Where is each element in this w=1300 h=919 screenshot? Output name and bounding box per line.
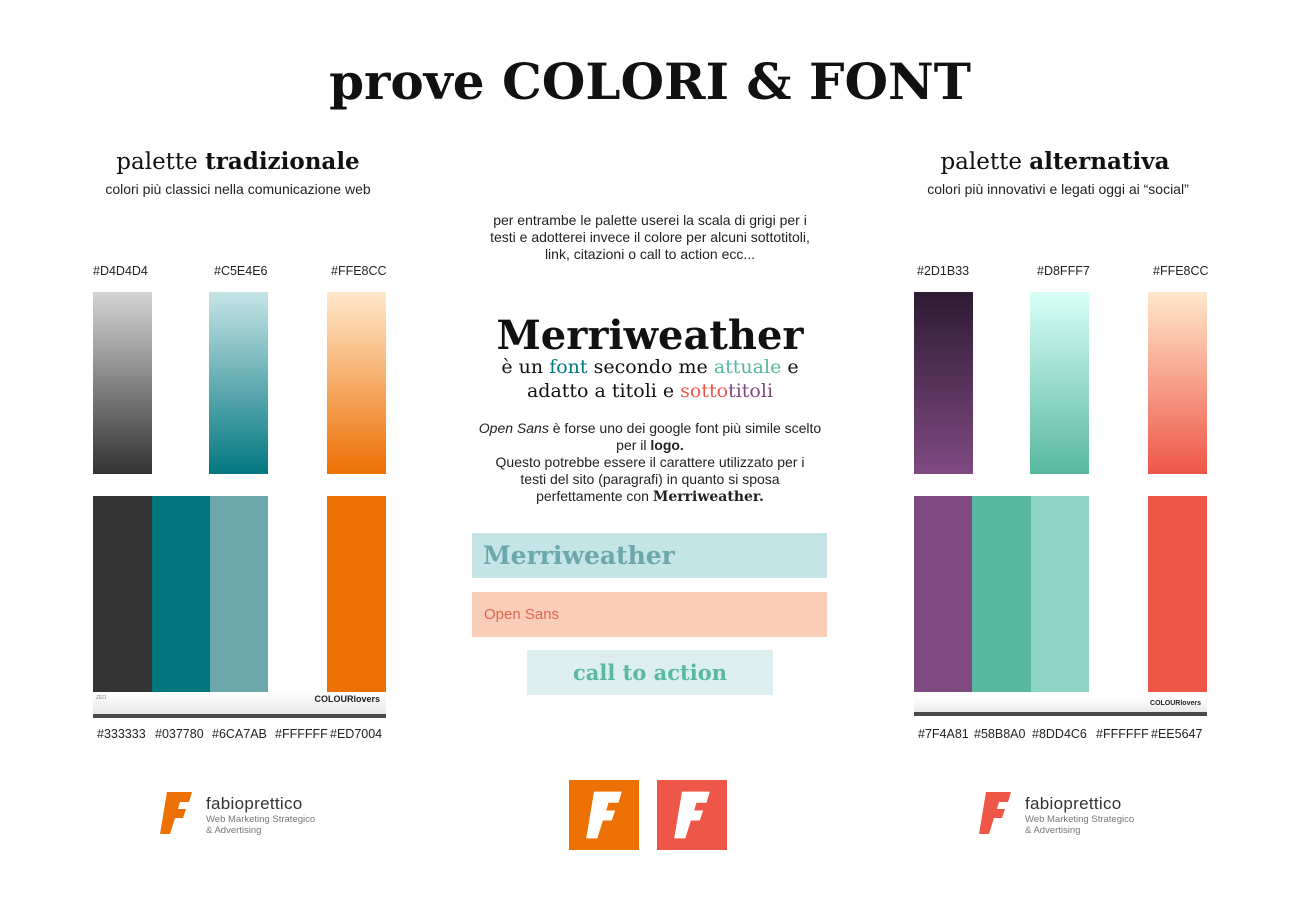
p-open-sans-italic: Open Sans <box>478 420 549 436</box>
m1-word-attuale: attuale <box>713 356 782 378</box>
open-sans-sample-box <box>472 592 827 637</box>
intro-line-3: link, citazioni o call to action ecc... <box>544 246 756 262</box>
left-gradient-code-1: #D4D4D4 <box>93 264 148 278</box>
right-swatch-code-1: #7F4A81 <box>918 727 969 741</box>
right-colourlovers-bar <box>914 699 1207 716</box>
left-gradient-code-2: #C5E4E6 <box>214 264 268 278</box>
p-line-2-a: per il <box>616 437 651 453</box>
left-heading-light: palette <box>116 149 206 175</box>
left-swatch-code-2: #037780 <box>155 727 204 741</box>
left-palette-strip <box>93 496 386 692</box>
brand-left-name: fabioprettico <box>206 794 303 813</box>
merriweather-sample-box <box>472 533 827 578</box>
p-line-1 <box>450 420 850 437</box>
right-swatch-4 <box>1089 496 1148 692</box>
call-to-action-button[interactable] <box>527 650 773 695</box>
logo-mark-icon <box>672 789 712 841</box>
left-swatch-code-4: #FFFFFF <box>275 727 328 741</box>
left-gradient-swatch-1 <box>93 292 152 474</box>
brand-right-tag-2: & Advertising <box>1025 825 1081 836</box>
m2-word-sotto: sotto <box>680 380 729 402</box>
open-sans-sample-text: Open Sans <box>484 606 560 623</box>
left-gradient-code-3: #FFE8CC <box>331 264 387 278</box>
brand-right-text <box>1025 794 1134 836</box>
brand-logo-left-icon <box>158 790 194 836</box>
m1-text-e: e <box>781 356 799 378</box>
left-swatch-5 <box>327 496 386 692</box>
merriweather-line-1 <box>400 355 900 380</box>
open-sans-paragraph <box>450 420 850 506</box>
p-line-3: Questo potrebbe essere il carattere utilizzato per i <box>495 454 805 470</box>
left-colourlovers-logo: COLOURlovers <box>314 694 380 704</box>
right-gradient-swatch-3 <box>1148 292 1207 474</box>
left-swatch-code-5: #ED7004 <box>330 727 383 741</box>
p-line-5-a: perfettamente con <box>536 488 653 504</box>
right-palette-subtitle: colori più innovativi e legati oggi ai “social” <box>927 181 1189 197</box>
right-gradient-swatch-1 <box>914 292 973 474</box>
merriweather-line-2 <box>400 379 900 404</box>
left-colourlovers-small: ZEO <box>96 695 107 701</box>
right-swatch-code-5: #EE5647 <box>1151 727 1203 741</box>
left-swatch-code-1: #333333 <box>97 727 146 741</box>
page-title: prove COLORI & FONT <box>329 52 971 111</box>
right-palette-strip <box>914 496 1207 692</box>
right-heading-light: palette <box>940 149 1030 175</box>
right-palette-heading <box>905 148 1205 175</box>
merriweather-heading: Merriweather <box>496 312 804 359</box>
right-swatch-code-2: #58B8A0 <box>974 727 1026 741</box>
right-swatch-code-4: #FFFFFF <box>1096 727 1149 741</box>
brand-logo-right-icon <box>977 790 1013 836</box>
p-line-2 <box>450 437 850 454</box>
left-swatch-4 <box>268 496 327 692</box>
call-to-action-label: call to action <box>572 660 728 685</box>
logo-square-red <box>657 780 727 850</box>
merriweather-sample-text: Merriweather <box>483 541 675 570</box>
m2-word-titoli: titoli <box>728 380 774 402</box>
p-line-4: testi del sito (paragrafi) in quanto si sposa <box>520 471 780 487</box>
logo-square-orange <box>569 780 639 850</box>
left-swatch-code-3: #6CA7AB <box>212 727 267 741</box>
right-swatch-5 <box>1148 496 1207 692</box>
right-swatch-2 <box>972 496 1031 692</box>
right-colourlovers-logo: COLOURlovers <box>1150 700 1201 707</box>
right-gradient-code-1: #2D1B33 <box>917 264 970 278</box>
p-line-5 <box>450 488 850 506</box>
left-gradient-swatch-3 <box>327 292 386 474</box>
brand-left-tag-2: & Advertising <box>206 825 262 836</box>
right-swatch-code-3: #8DD4C6 <box>1032 727 1087 741</box>
left-swatch-1 <box>93 496 152 692</box>
right-gradient-swatch-2 <box>1030 292 1089 474</box>
p-merriweather-bold: Merriweather. <box>652 489 764 505</box>
intro-paragraph <box>450 212 850 263</box>
right-gradient-code-3: #FFE8CC <box>1153 264 1209 278</box>
brand-right-tag-1: Web Marketing Strategico <box>1025 814 1135 825</box>
left-colourlovers-bar <box>93 692 386 718</box>
p-logo-bold: logo. <box>650 437 684 453</box>
right-gradient-code-2: #D8FFF7 <box>1037 264 1090 278</box>
m1-text-a: è un <box>501 356 550 378</box>
right-heading-bold: alternativa <box>1029 148 1170 175</box>
intro-line-1: per entrambe le palette userei la scala di grigi per i <box>493 212 807 228</box>
intro-line-2: testi e adotterei invece il colore per alcuni sottotitoli, <box>490 229 810 245</box>
logo-mark-icon <box>584 789 624 841</box>
right-swatch-3 <box>1031 496 1089 692</box>
left-palette-subtitle: colori più classici nella comunicazione web <box>105 181 371 197</box>
right-swatch-1 <box>914 496 972 692</box>
p-line-1-rest: è forse uno dei google font più simile scelto <box>548 420 822 436</box>
brand-left-text <box>206 794 315 836</box>
m1-word-font: font <box>549 356 588 378</box>
left-swatch-2 <box>152 496 210 692</box>
left-gradient-swatch-2 <box>209 292 268 474</box>
m1-text-c: secondo me <box>587 356 714 378</box>
left-heading-bold: tradizionale <box>205 148 360 175</box>
left-swatch-3 <box>210 496 268 692</box>
brand-left-tag-1: Web Marketing Strategico <box>206 814 316 825</box>
left-palette-heading <box>88 148 388 175</box>
m2-text-a: adatto a titoli e <box>526 380 681 402</box>
brand-right-name: fabioprettico <box>1025 794 1122 813</box>
